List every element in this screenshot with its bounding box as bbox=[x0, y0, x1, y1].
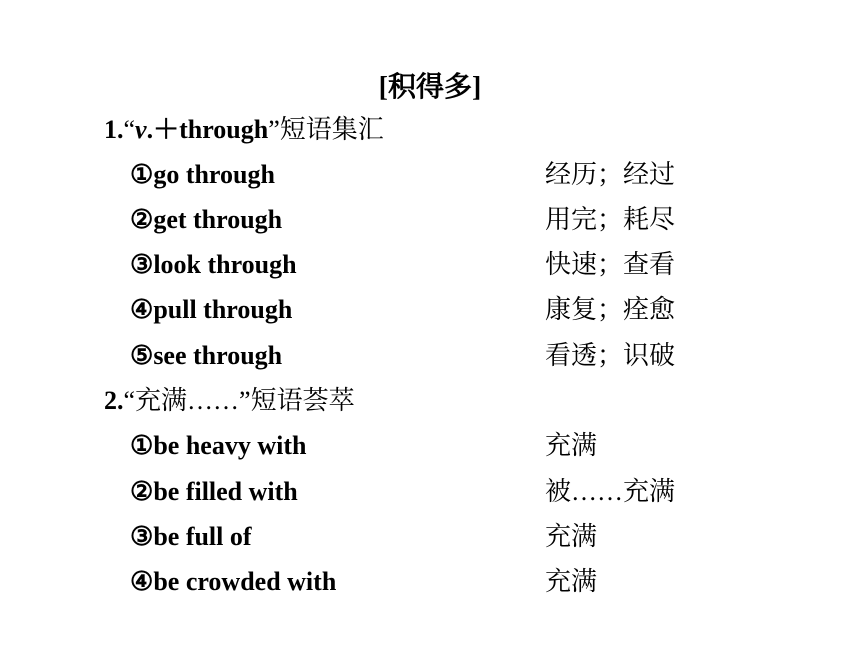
section-2-heading-text: “充满……”短语荟萃 bbox=[123, 386, 355, 415]
section-2-heading bbox=[104, 381, 355, 421]
phrase-meaning: 康复；痊愈 bbox=[545, 295, 676, 324]
phrase-text bbox=[130, 472, 298, 512]
section-1-heading-english: .＋through bbox=[146, 115, 269, 144]
item-phrase: be crowded with bbox=[153, 567, 337, 596]
section-1-close-quote: ” bbox=[268, 115, 280, 144]
phrase-meaning: 充满 bbox=[545, 431, 598, 460]
item-phrase: go through bbox=[153, 160, 275, 189]
phrase-row bbox=[130, 155, 730, 195]
item-marker: ④ bbox=[130, 567, 154, 596]
item-marker: ② bbox=[130, 205, 154, 234]
item-marker: ⑤ bbox=[130, 341, 154, 370]
item-phrase: be filled with bbox=[153, 477, 298, 506]
phrase-text bbox=[130, 562, 336, 602]
phrase-row bbox=[130, 336, 730, 376]
phrase-meaning: 充满 bbox=[545, 567, 598, 596]
item-marker: ④ bbox=[130, 295, 154, 324]
phrase-text bbox=[130, 290, 292, 330]
phrase-row bbox=[130, 245, 730, 285]
phrase-row bbox=[130, 562, 730, 602]
phrase-meaning: 被……充满 bbox=[545, 477, 676, 506]
phrase-text bbox=[130, 426, 306, 466]
item-phrase: see through bbox=[153, 341, 283, 370]
item-phrase: be full of bbox=[153, 522, 252, 551]
section-1-heading bbox=[104, 110, 384, 150]
item-marker: ① bbox=[130, 160, 154, 189]
phrase-text bbox=[130, 200, 282, 240]
item-phrase: pull through bbox=[153, 295, 293, 324]
item-phrase: look through bbox=[153, 250, 297, 279]
phrase-meaning: 经历；经过 bbox=[545, 160, 676, 189]
section-1-verb-abbrev: v bbox=[135, 115, 147, 144]
section-1-open-quote: “ bbox=[123, 115, 136, 144]
phrase-meaning: 用完；耗尽 bbox=[545, 205, 676, 234]
item-phrase: get through bbox=[153, 205, 283, 234]
phrase-text bbox=[130, 245, 297, 285]
phrase-row bbox=[130, 517, 730, 557]
item-marker: ③ bbox=[130, 250, 154, 279]
phrase-meaning: 看透；识破 bbox=[545, 341, 676, 370]
phrase-row bbox=[130, 472, 730, 512]
section-1-number: 1. bbox=[104, 115, 124, 144]
page-title: [积得多] bbox=[378, 72, 482, 103]
item-marker: ③ bbox=[130, 522, 154, 551]
phrase-text bbox=[130, 517, 252, 557]
phrase-row bbox=[130, 200, 730, 240]
phrase-row bbox=[130, 426, 730, 466]
item-phrase: be heavy with bbox=[153, 431, 307, 460]
section-1-heading-chinese: 短语集汇 bbox=[279, 115, 384, 144]
phrase-meaning: 充满 bbox=[545, 522, 598, 551]
phrase-text bbox=[130, 336, 282, 376]
section-2-number: 2. bbox=[104, 386, 124, 415]
phrase-text bbox=[130, 155, 275, 195]
item-marker: ② bbox=[130, 477, 154, 506]
phrase-meaning: 快速；查看 bbox=[545, 250, 676, 279]
item-marker: ① bbox=[130, 431, 154, 460]
phrase-row bbox=[130, 290, 730, 330]
